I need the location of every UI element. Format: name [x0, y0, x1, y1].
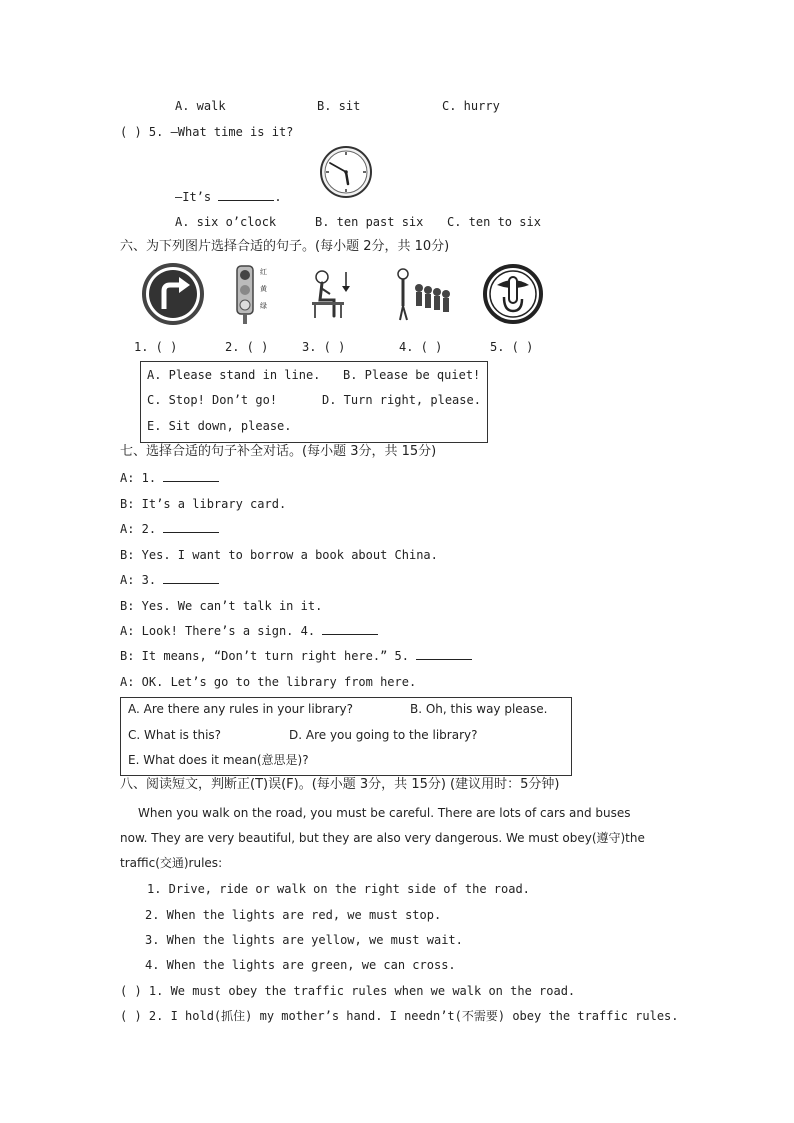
tf-question-2: ( ) 2. I hold(抓住) my mother’s hand. I needn’t(不需要) obey the traffic rules. — [120, 1009, 679, 1023]
be-quiet-sign-icon — [482, 263, 544, 325]
q5-option-b: B. ten past six — [315, 215, 424, 229]
section6-option-b: B. Please be quiet! — [343, 368, 481, 382]
turn-right-sign-icon — [142, 263, 204, 325]
passage-line-1: When you walk on the road, you must be careful. There are lots of cars and buses — [138, 806, 631, 820]
section8-heading: 八、阅读短文，判断正(T)误(F)。(每小题 3分，共 15分) (建议用时：5分钟) — [120, 777, 560, 792]
sit-down-figure-icon — [304, 268, 354, 322]
section6-number-5: 5. ( ) — [490, 340, 534, 354]
dialog-line-9: A: OK. Let’s go to the library from here. — [120, 675, 417, 689]
section7-option-e: E. What does it mean(意思是)? — [128, 753, 309, 767]
dialog-line-7 — [120, 623, 378, 639]
section7-option-b: B. Oh, this way please. — [410, 702, 548, 716]
section6-option-d: D. Turn right, please. — [322, 393, 481, 407]
traffic-light-label-green: 绿 — [260, 302, 267, 310]
clock-icon — [319, 145, 373, 199]
dialog-line-1 — [120, 470, 219, 486]
q5-answer-line — [175, 189, 282, 205]
dialog-line-8-text: B: It means, “Don’t turn right here.” 5. — [120, 649, 409, 663]
section6-number-2: 2. ( ) — [225, 340, 269, 354]
q5-option-a: A. six o’clock — [175, 215, 277, 229]
section7-option-c: C. What is this? — [128, 728, 222, 742]
dialog-line-6: B: Yes. We can’t talk in it. — [120, 599, 323, 613]
dialog-blank-5[interactable] — [416, 648, 472, 660]
dialog-line-7-text: A: Look! There’s a sign. 4. — [120, 624, 316, 638]
q5-option-c: C. ten to six — [447, 215, 541, 229]
dialog-line-4: B: Yes. I want to borrow a book about China. — [120, 548, 438, 562]
traffic-light-label-red: 红 — [260, 268, 267, 276]
dialog-line-8 — [120, 648, 472, 664]
dialog-line-3 — [120, 521, 219, 537]
traffic-light-label-yellow: 黄 — [260, 285, 267, 293]
section7-option-d: D. Are you going to the library? — [289, 728, 478, 742]
dialog-line-3-text: A: 2. — [120, 522, 157, 536]
section6-option-c: C. Stop! Don’t go! — [147, 393, 278, 407]
section7-heading: 七、选择合适的句子补全对话。(每小题 3分，共 15分) — [120, 444, 437, 459]
q4-option-b: B. sit — [317, 99, 361, 113]
section6-option-e: E. Sit down, please. — [147, 419, 292, 433]
section6-number-3: 3. ( ) — [302, 340, 346, 354]
dialog-line-5-text: A: 3. — [120, 573, 157, 587]
section7-option-a: A. Are there any rules in your library? — [128, 702, 353, 716]
dialog-line-1-text: A: 1. — [120, 471, 157, 485]
dialog-blank-4[interactable] — [322, 623, 378, 635]
rule-1: 1. Drive, ride or walk on the right side of the road. — [147, 882, 530, 896]
section6-number-1: 1. ( ) — [134, 340, 178, 354]
tf-question-1: ( ) 1. We must obey the traffic rules when we walk on the road. — [120, 984, 576, 998]
section6-heading: 六、为下列图片选择合适的句子。(每小题 2分，共 10分) — [120, 239, 450, 254]
rule-3: 3. When the lights are yellow, we must wait. — [145, 933, 463, 947]
q5-question: ( ) 5. —What time is it? — [120, 125, 294, 139]
section6-number-4: 4. ( ) — [399, 340, 443, 354]
stand-in-line-children-icon — [395, 266, 453, 324]
q5-answer-blank[interactable] — [218, 189, 274, 201]
section6-option-a: A. Please stand in line. — [147, 368, 321, 382]
rule-2: 2. When the lights are red, we must stop. — [145, 908, 442, 922]
passage-line-2: now. They are very beautiful, but they are also very dangerous. We must obey(遵守)the — [120, 831, 645, 845]
dialog-line-2: B: It’s a library card. — [120, 497, 287, 511]
dialog-blank-3[interactable] — [163, 572, 219, 584]
q4-option-a: A. walk — [175, 99, 226, 113]
q5-answer-suffix: . — [274, 190, 282, 204]
dialog-line-5 — [120, 572, 219, 588]
q4-option-c: C. hurry — [442, 99, 500, 113]
dialog-blank-1[interactable] — [163, 470, 219, 482]
q5-answer-prefix: —It’s — [175, 190, 212, 204]
rule-4: 4. When the lights are green, we can cross. — [145, 958, 456, 972]
dialog-blank-2[interactable] — [163, 521, 219, 533]
passage-line-3: traffic(交通)rules: — [120, 856, 223, 870]
